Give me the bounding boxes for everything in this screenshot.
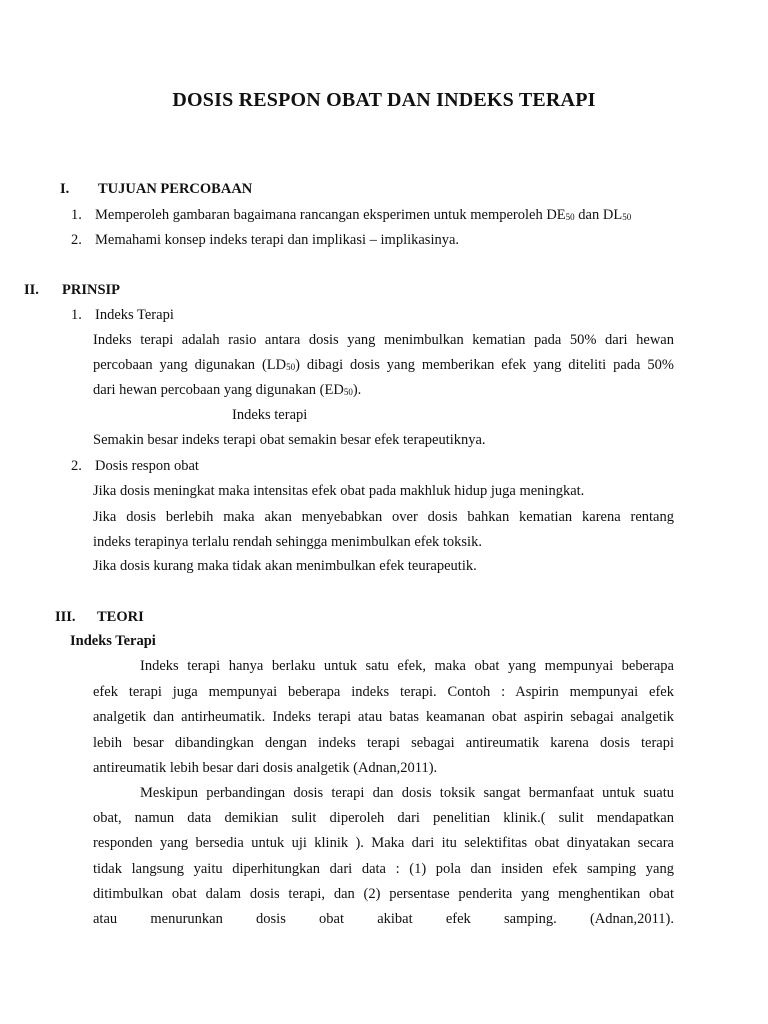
section-2-heading: PRINSIP [62,282,121,298]
therapeutic-index-formula-label: Indeks terapi [232,407,308,423]
theory-para-2-line-2: obat, namun data demikian sulit diperoleh dari penelitian klinik.( sulit mendapatkan [93,810,674,826]
principle-1-line-1: Indeks terapi adalah rasio antara dosis yang menimbulkan kematian pada 50% dari hewan [93,332,674,348]
section-3-number: III. [55,609,76,625]
theory-para-2-line-3: responden yang bersedia untuk uji klinik ). Maka dari itu selektifitas obat dinyatakan secara [93,835,674,851]
principle-1-label: Indeks Terapi [95,307,174,323]
theory-subheading: Indeks Terapi [70,633,156,649]
objective-1-number: 1. [71,207,82,223]
principle-1-line-2: percobaan yang digunakan $(LD_{50})$ dibagi dosis yang memberikan efek yang diteliti pada 50% [93,357,674,373]
theory-para-1-line-4: lebih besar dibandingkan dengan indeks terapi sebagai antireumatik karena dosis terapi [93,735,674,751]
objective-2-text: Memahami konsep indeks terapi dan implikasi – implikasinya. [95,232,460,248]
principle-2-line-4: Jika dosis kurang maka tidak akan menimbulkan efek teurapeutik. [93,558,477,574]
theory-para-1-line-3: analgetik dan antirheumatik. Indeks terapi atau batas keamanan obat aspirin sebagai analgetik [93,709,674,725]
objective-1-text: Memperoleh gambaran bagaimana rancangan eksperimen untuk memperoleh $DE_{50}$ dan $DL_{50}$ [95,207,632,223]
principle-1-number: 1. [71,307,82,323]
principle-1-line-3: dari hewan percobaan yang digunakan $(ED_{50})$. [93,382,362,398]
theory-para-2-line-4: tidak langsung yaitu diperhitungkan dari data : (1) pola dan insiden efek samping yang [93,861,674,877]
theory-para-1-line-2: efek terapi juga mempunyai beberapa indeks terapi. Contoh : Aspirin mempunyai efek [93,684,674,700]
principle-2-line-2: Jika dosis berlebih maka akan menyebabkan over dosis bahkan kematian karena rentang [93,509,674,525]
theory-para-2-line-5: ditimbulkan obat dalam dosis terapi, dan (2) persentase penderita yang menghentikan obat [93,886,674,902]
theory-para-1-line-1: Indeks terapi hanya berlaku untuk satu efek, maka obat yang mempunyai beberapa [140,658,674,674]
principle-2-number: 2. [71,458,82,474]
page-title: DOSIS RESPON OBAT DAN INDEKS TERAPI [172,89,596,111]
theory-para-2-line-1: Meskipun perbandingan dosis terapi dan dosis toksik sangat bermanfaat untuk suatu [140,785,674,801]
section-1-heading: TUJUAN PERCOBAAN [98,181,253,197]
principle-1-line-4: Semakin besar indeks terapi obat semakin besar efek terapeutiknya. [93,432,486,448]
principle-2-label: Dosis respon obat [95,458,199,474]
principle-2-line-1: Jika dosis meningkat maka intensitas efek obat pada makhluk hidup juga meningkat. [93,483,585,499]
theory-para-1-line-5: antireumatik lebih besar dari dosis analgetik (Adnan,2011). [93,760,438,776]
theory-para-2-line-6: atau menurunkan dosis obat akibat efek samping. (Adnan,2011). [93,911,674,927]
principle-2-line-3: indeks terapinya terlalu rendah sehingga menimbulkan efek toksik. [93,534,482,550]
section-2-number: II. [24,282,39,298]
section-3-heading: TEORI [97,609,144,625]
objective-2-number: 2. [71,232,82,248]
section-1-number: I. [60,181,70,197]
